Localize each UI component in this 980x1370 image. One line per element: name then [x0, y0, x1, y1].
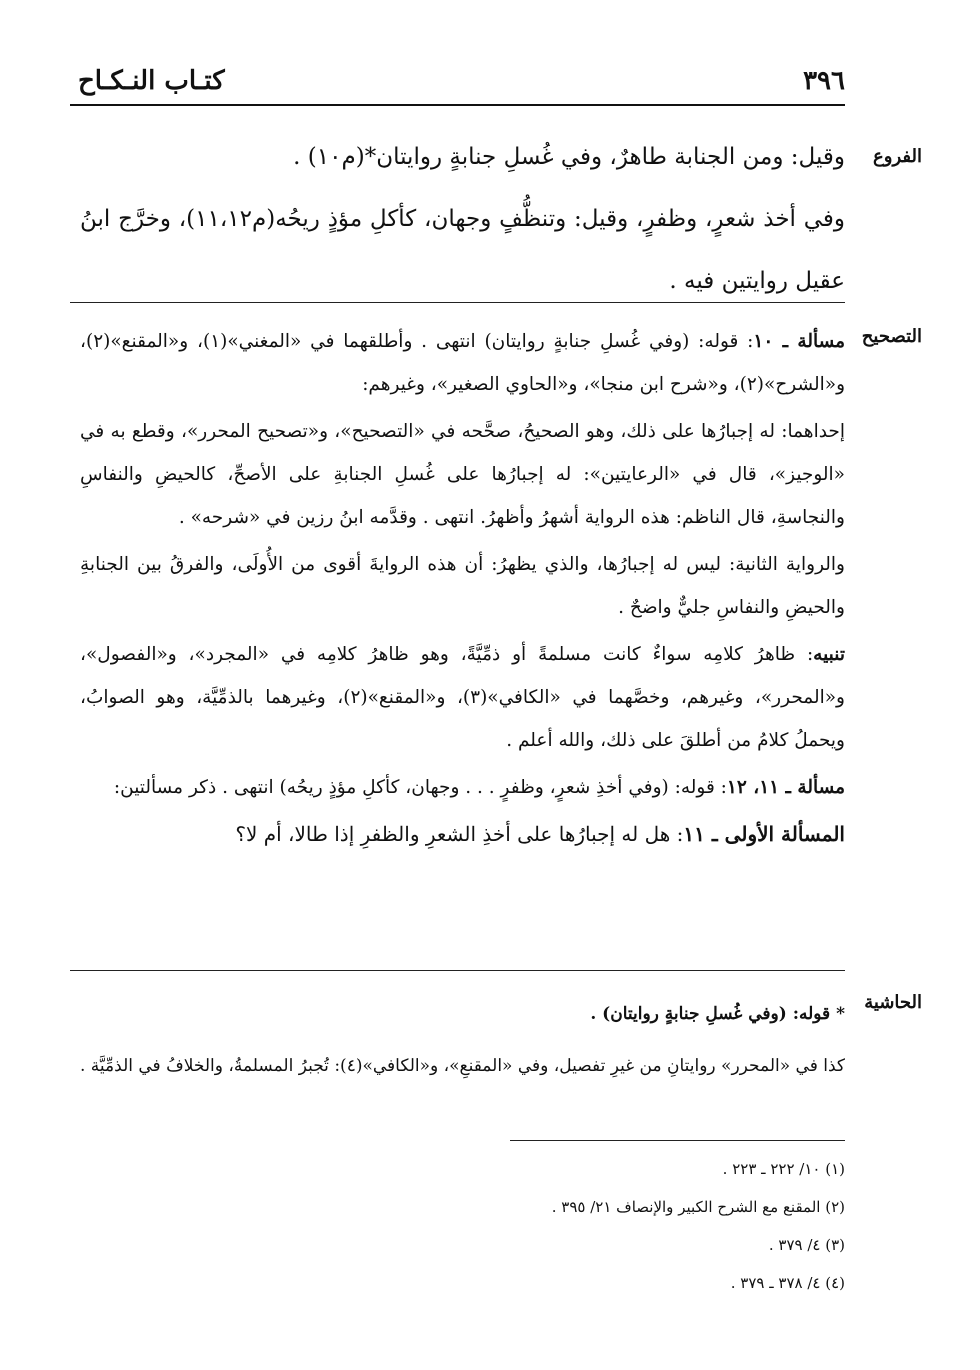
footnote-2: (٢) المقنع مع الشرح الكبير والإنصاف ٢١/ ٣٩٥ . — [551, 1198, 845, 1216]
masala-11-12-text: : قوله: (وفي أخذِ شعرٍ، وظفرٍ . . . وجهان، كأكلِ مؤذٍ ريحُه) انتهى . ذكر مسألتين: — [113, 777, 727, 798]
section-rule-2 — [70, 970, 845, 971]
hashiya-quote: : (وفي غُسلِ جنابةٍ روايتان) . — [590, 1004, 799, 1024]
tashih-para-4 — [80, 633, 845, 762]
footnote-3: (٣) ٤/ ٣٧٩ . — [768, 1236, 845, 1254]
furu-line-2: وفي أخذ شعرٍ، وظفرٍ، وقيل: وتنظُّفٍ وجهان، كأكلِ مؤذٍ ريحُه(م١١،١٢)، وخرَّج ابنُ عقيل روايتين فيه . — [80, 206, 845, 294]
hashiya-text — [80, 990, 845, 1090]
footnotes — [80, 1150, 845, 1302]
tashih-para-2: إحداهما: له إجبارُها على ذلك، وهو الصحيحُ، صحَّحه في «التصحيح»، و«تصحيح المحرر»، وقطع به في «الوجيز»، قال في «الرعايتين»: له إجبارُها على غُسلِ الجنابةِ على الأصحِّ، كالحيضِ والنفاسِ والنجاسةِ، قال الناظم: هذه الرواية أشهرُ وأظهرُ. انتهى . وقدَّمه ابنُ رزين في «شرحه» . — [80, 421, 845, 528]
furu-line-1: وقيل: ومن الجنابة طاهرٌ، وفي غُسلِ جنابةٍ روايتان*(م١٠) . — [293, 144, 845, 170]
header-rule — [70, 104, 845, 106]
hashiya-para-2: كذا في «المحرر» روايتانِ من غيرِ تفصيل، وفي «المقنعِ»، و«الكافي»(٤): تُجبرُ المسلمةُ، والخلافُ في الذمِّيَّة . — [80, 1056, 845, 1076]
section-rule-1 — [70, 302, 845, 303]
hashiya-line-1 — [80, 990, 845, 1038]
tanbih-text: : ظاهرُ كلامِه سواءٌ كانت مسلمةً أو ذمِّيَّةً، وهو ظاهرُ كلامِه في «المجرد»، و«الفصول»، و«المحرر»، وغيرهم، وخصَّهما في «الكافي»(٣)، و«المقنع»(٢)، وغيرهما بالذمِّيَّة، وهو الصوابُ، ويحملُ كلامُ من أطلقَ على ذلك، والله أعلم . — [80, 644, 845, 751]
footnote-1: (١) ١٠/ ٢٢٢ ـ ٢٢٣ . — [722, 1160, 845, 1178]
label-hashiya: الحاشية — [864, 992, 922, 1013]
page-number: ٣٩٦ — [803, 66, 845, 96]
tashih-para-6 — [80, 813, 845, 856]
furu-text — [80, 126, 845, 312]
tashih-text — [80, 320, 845, 856]
label-furu: الفروع — [873, 146, 922, 167]
tashih-para-1 — [80, 320, 845, 406]
tashih-para-5 — [80, 766, 845, 809]
masala-10-text: : قوله: (وفي غُسلِ جنابةٍ روايتان) انتهى . وأطلقهما في «المغني»(١)، و«المقنع»(٢)، و«الشرح»(٢)، و«شرح ابن منجا»، و«الحاوي الصغير»، وغيرهم: — [80, 331, 845, 395]
footnote-4: (٤) ٤/ ٣٧٨ ـ ٣٧٩ . — [730, 1274, 845, 1292]
first-issue-lead: المسألة الأولى ـ ١١ — [683, 822, 845, 846]
footnote-rule — [510, 1140, 845, 1141]
label-tashih: التصحيح — [861, 326, 922, 347]
tanbih-lead: تنبيه — [813, 644, 845, 665]
masala-10-lead: مسألة ـ ١٠ — [753, 331, 846, 352]
masala-11-12-lead: مسألة ـ ١١، ١٢ — [726, 777, 845, 798]
hashiya-lead: * قوله — [798, 1004, 845, 1024]
first-issue-text: : هل له إجبارُها على أخذِ الشعرِ والظفرِ إذا طالا، أم لا؟ — [235, 822, 684, 846]
book-title: كتـاب النـكـاح — [78, 66, 225, 96]
tashih-para-3: والرواية الثانية: ليس له إجبارُها، والذي يظهرُ: أن هذه الروايةَ أقوى من الأُولَى، والفرقُ بين الجنابةِ والحيضِ والنفاسِ جليٌّ واضحٌ . — [80, 554, 845, 618]
page-header — [70, 62, 845, 102]
